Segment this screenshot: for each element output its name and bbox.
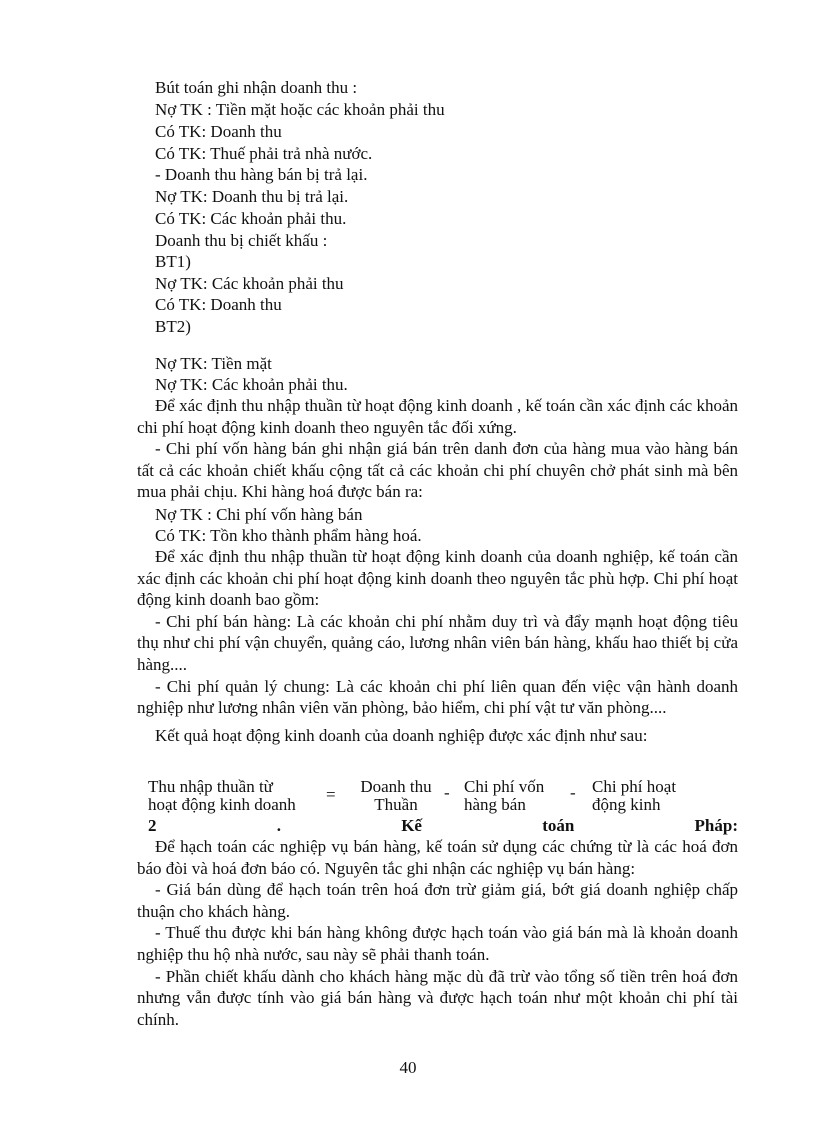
entry-line: Nợ TK: Tiền mặt [155,354,272,373]
formula-lhs-line2: hoạt động kinh doanh [148,795,296,814]
formula-term3-line2: động kinh [592,795,661,814]
section-heading [148,815,738,836]
formula-minus: - [570,783,576,802]
paragraph: Kết quả hoạt động kinh doanh của doanh nghiệp được xác định như sau: [155,725,648,745]
paragraph-block [137,546,738,746]
heading-word: toán [542,816,575,835]
paragraph: - Thuế thu được khi bán hàng không được hạch toán vào giá bán mà là khoản doanh nghiệp thu hộ nhà nước, sau này sẽ phải thanh toán. [137,923,738,964]
paragraph-block [137,395,738,503]
entry-line: Doanh thu bị chiết khấu : [155,231,328,250]
entry-line: - Doanh thu hàng bán bị trả lại. [155,165,368,184]
heading-word: Kế [401,816,422,835]
paragraph: - Chi phí vốn hàng bán ghi nhận giá bán trên danh đơn của hàng mua vào hàng bán tất cả các khoản chiết khấu cộng tất cả các khoản chi phí chuyên chở phát sinh mà bên mua phải chịu. Khi hàng hoá được bán ra: [137,439,738,502]
formula-term3-line1: Chi phí hoạt [592,777,677,796]
formula-term2-line2: hàng bán [464,795,526,814]
entry-line: BT1) [155,252,191,271]
paragraph-block [137,836,738,1030]
paragraph: Để hạch toán các nghiệp vụ bán hàng, kế toán sử dụng các chứng từ là các hoá đơn báo đòi và hoá đơn báo có. Nguyên tắc ghi nhận các nghiệp vụ bán hàng: [137,837,738,878]
entry-line: Nợ TK : Tiền mặt hoặc các khoản phải thu [155,100,445,119]
formula-term1-line1: Doanh thu [360,777,432,796]
page-number: 40 [399,1058,417,1077]
entry-line: Nợ TK: Doanh thu bị trả lại. [155,187,349,206]
paragraph: - Chi phí quản lý chung: Là các khoản chi phí liên quan đến việc vận hành doanh nghiệp như lương nhân viên văn phòng, bảo hiểm, chi phí vật tư văn phòng.... [137,676,738,718]
formula-equals: = [326,785,336,804]
paragraph: - Chi phí bán hàng: Là các khoản chi phí nhằm duy trì và đẩy mạnh hoạt động tiêu thụ như chi phí vận chuyển, quảng cáo, lương nhân viên bán hàng, khấu hao thiết bị cửa hàng.... [137,611,738,674]
entry-line: Có TK: Doanh thu [155,295,282,314]
entry-line: Có TK: Doanh thu [155,122,282,141]
heading-dot: . [276,816,281,835]
heading-word: Pháp: [694,816,738,835]
paragraph: - Giá bán dùng để hạch toán trên hoá đơn trừ giảm giá, bớt giá doanh nghiệp chấp thuận cho khách hàng. [137,880,738,921]
entry-line: Có TK: Tồn kho thành phẩm hàng hoá. [155,526,422,545]
entry-line: Có TK: Thuế phải trả nhà nước. [155,144,373,163]
entry-line: Có TK: Các khoản phải thu. [155,209,347,228]
formula-minus: - [444,783,450,802]
entry-line: Nợ TK: Các khoản phải thu [155,274,344,293]
entry-line: Nợ TK: Các khoản phải thu. [155,375,348,394]
heading-number: 2 [148,816,157,835]
formula-term2-line1: Chi phí vốn [464,777,545,796]
entry-line: BT2) [155,317,191,336]
formula-term1-line2: Thuần [374,795,418,814]
entry-line: Bút toán ghi nhận doanh thu : [155,78,358,97]
paragraph: - Phần chiết khấu dành cho khách hàng mặc dù đã trừ vào tổng số tiền trên hoá đơn nhưng vẫn được tính vào giá bán hàng và được hạch toán như một khoản chi phí tài chính. [137,966,738,1029]
entry-line: Nợ TK : Chi phí vốn hàng bán [155,505,363,524]
paragraph: Để xác định thu nhập thuần từ hoạt động kinh doanh , kế toán cần xác định các khoản chi phí hoạt động kinh doanh theo nguyên tắc đối xứng. [137,396,738,437]
paragraph: Để xác định thu nhập thuần từ hoạt động kinh doanh của doanh nghiệp, kế toán cần xác định các khoản chi phí hoạt động kinh doanh theo nguyên tắc phù hợp. Chi phí hoạt động kinh doanh bao gồm: [137,547,738,610]
formula-lhs-line1: Thu nhập thuần từ [148,777,273,796]
